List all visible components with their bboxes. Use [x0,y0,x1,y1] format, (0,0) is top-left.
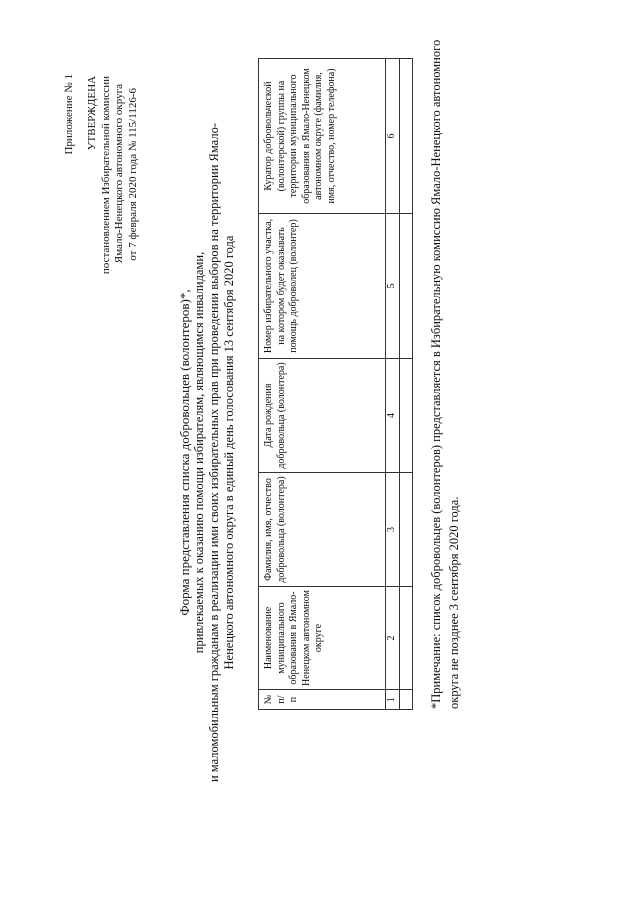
header-cell: Наименование муниципального образования в Ямало-Ненецком автономном округе [259,587,386,690]
column-number: 6 [386,59,400,214]
column-number: 2 [386,587,400,690]
table-header-row [259,59,386,710]
title-line-2: привлекаемых к оказанию помощи избирателям, являющимся инвалидами, [192,251,206,654]
title-line-3: и маломобильным гражданам в реализации ими своих избирательных прав при проведении выборов на территории Ямало- [207,123,221,783]
approved-label: УТВЕРЖДЕНА [86,76,98,151]
empty-cell [399,690,412,710]
footnote-line-2: округа не позднее 3 сентября 2020 года. [447,496,461,709]
empty-cell [399,473,412,587]
column-number: 1 [386,690,400,710]
column-number: 3 [386,473,400,587]
approval-line-1: постановлением Избирательной комиссии [100,76,112,275]
title-line-1: Форма представления списка добровольцев (волонтеров)*, [177,289,192,616]
approval-line-3: от 7 февраля 2020 года № 115/1126-6 [127,88,139,261]
column-number: 4 [386,359,400,473]
table-empty-row [399,59,412,710]
volunteer-table [258,58,413,710]
column-number: 5 [386,214,400,359]
title-line-4: Ненецкого автономного округа в единый день голосования 13 сентября 2020 года [222,235,236,670]
empty-cell [399,587,412,690]
empty-cell [399,59,412,214]
approval-line-2: Ямало-Ненецкого автономного округа [113,84,125,264]
header-cell: № п/п [259,690,386,710]
footnote-line-1: *Примечание: список добровольцев (волонтеров) представляется в Избирательную комиссию Ямало-Ненецкого автономного [429,39,443,709]
header-cell: Дата рождения добровольца (волонтера) [259,359,386,473]
appendix-number: Приложение № 1 [63,74,75,155]
header-cell: Куратор добровольческой (волонтерской) группы на территории муниципального образования в Ямало-Ненецком автономном округе (фамилия, имя, отчество, номер телефона) [259,59,386,214]
header-cell: Фамилия, имя, отчество добровольца (волонтера) [259,473,386,587]
empty-cell [399,359,412,473]
header-cell: Номер избирательного участка, на котором будет оказывать помощь доброволец (волонтер) [259,214,386,359]
table-number-row [386,59,400,710]
empty-cell [399,214,412,359]
